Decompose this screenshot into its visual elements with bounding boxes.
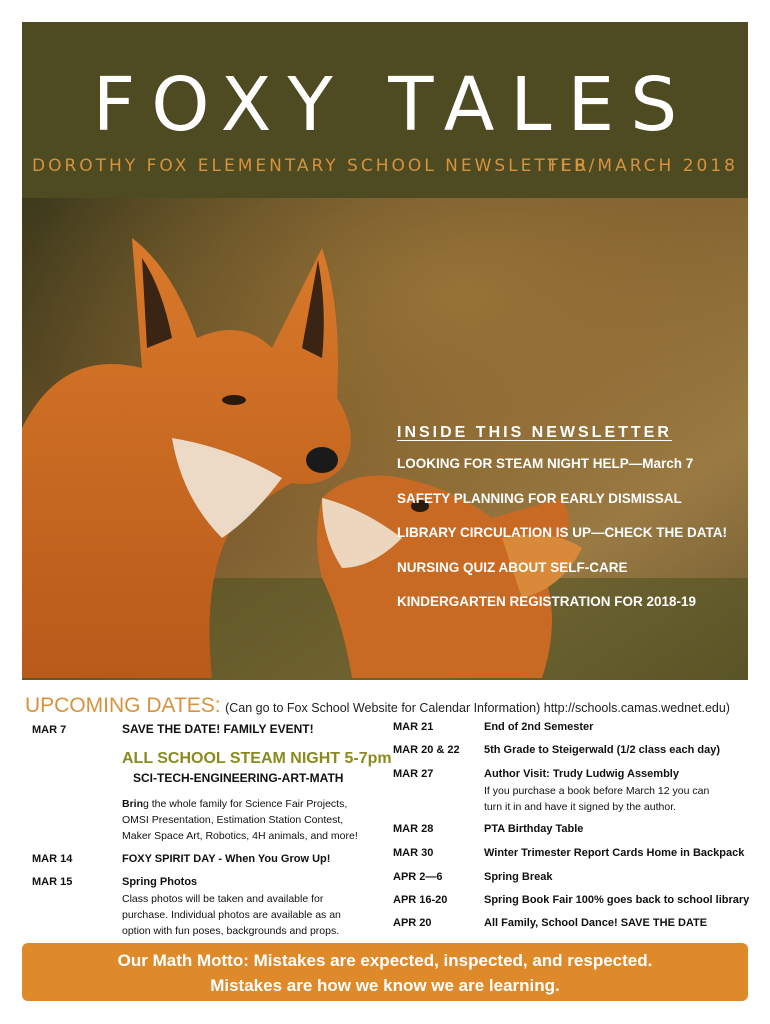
event-date: MAR 20 & 22 [393, 744, 460, 756]
event-title: PTA Birthday Table [484, 823, 584, 835]
description-line: option with fun poses, backgrounds and props. [122, 925, 340, 937]
event-date: MAR 28 [393, 823, 434, 835]
event-date: MAR 21 [393, 721, 434, 733]
newsletter-title: FOXY TALES [92, 62, 694, 148]
event-title: Author Visit: Trudy Ludwig Assembly [484, 768, 679, 780]
motto-line: Our Math Motto: Mistakes are expected, inspected, and respected. [117, 951, 653, 970]
event-title: Spring Break [484, 871, 553, 883]
event-title: Winter Trimester Report Cards Home in Backpack [484, 847, 745, 859]
masthead [22, 22, 748, 198]
event-title: End of 2nd Semester [484, 721, 594, 733]
inside-item: LIBRARY CIRCULATION IS UP—CHECK THE DATA! [397, 525, 727, 540]
event-date: MAR 15 [32, 876, 73, 888]
event-title: SAVE THE DATE! FAMILY EVENT! [122, 722, 314, 736]
steam-description [122, 796, 358, 844]
school-name: DOROTHY FOX ELEMENTARY SCHOOL NEWSLETTER [32, 156, 590, 176]
inside-item: LOOKING FOR STEAM NIGHT HELP—March 7 [397, 456, 694, 471]
photos-description [122, 891, 341, 939]
description-line: If you purchase a book before March 12 you can [484, 785, 710, 797]
description-line: purchase. Individual photos are available as an [122, 909, 341, 921]
steam-night-title: ALL SCHOOL STEAM NIGHT 5-7pm [122, 750, 392, 767]
inside-newsletter [397, 424, 727, 629]
description-line: Class photos will be taken and available for [122, 893, 324, 905]
author-visit-note [484, 783, 709, 815]
event-title: FOXY SPIRIT DAY - When You Grow Up! [122, 853, 331, 865]
event-title: Spring Photos [122, 876, 198, 888]
event-date: MAR 7 [32, 724, 67, 736]
event-title: Spring Book Fair 100% goes back to school library [484, 894, 750, 906]
inside-heading: INSIDE THIS NEWSLETTER [397, 424, 672, 441]
event-title: 5th Grade to Steigerwald (1/2 class each day) [484, 744, 720, 756]
event-date: MAR 14 [32, 853, 73, 865]
event-date: MAR 30 [393, 847, 434, 859]
inside-item: SAFETY PLANNING FOR EARLY DISMISSAL [397, 490, 682, 506]
inside-item: NURSING QUIZ ABOUT SELF-CARE [397, 559, 628, 575]
description-line: turn it in and have it signed by the author. [484, 801, 677, 813]
event-title: All Family, School Dance! SAVE THE DATE [484, 917, 708, 929]
motto-line: Mistakes are how we know we are learning. [210, 976, 560, 995]
fox-photo [22, 198, 748, 680]
steam-subtitle: SCI-TECH-ENGINEERING-ART-MATH [133, 771, 344, 785]
upcoming-note: (Can go to Fox School Website for Calendar Information) http://schools.camas.wednet.edu) [225, 701, 730, 715]
event-date: APR 2—6 [393, 871, 443, 883]
description-line: g the whole family for Science Fair Projects, [143, 798, 348, 810]
math-motto-banner [22, 943, 748, 1001]
event-date: APR 20 [393, 917, 432, 929]
description-line: OMSI Presentation, Estimation Station Contest, [122, 814, 344, 826]
upcoming-title: UPCOMING DATES: [25, 694, 221, 717]
event-date: MAR 27 [393, 768, 434, 780]
event-date: APR 16-20 [393, 894, 448, 906]
inside-item: KINDERGARTEN REGISTRATION FOR 2018-19 [397, 594, 697, 609]
description-line: Maker Space Art, Robotics, 4H animals, and more! [122, 830, 358, 842]
upcoming-dates-header [25, 694, 730, 718]
description-bold: Brin [122, 798, 143, 810]
issue-date: FEB/MARCH 2018 [547, 156, 738, 176]
